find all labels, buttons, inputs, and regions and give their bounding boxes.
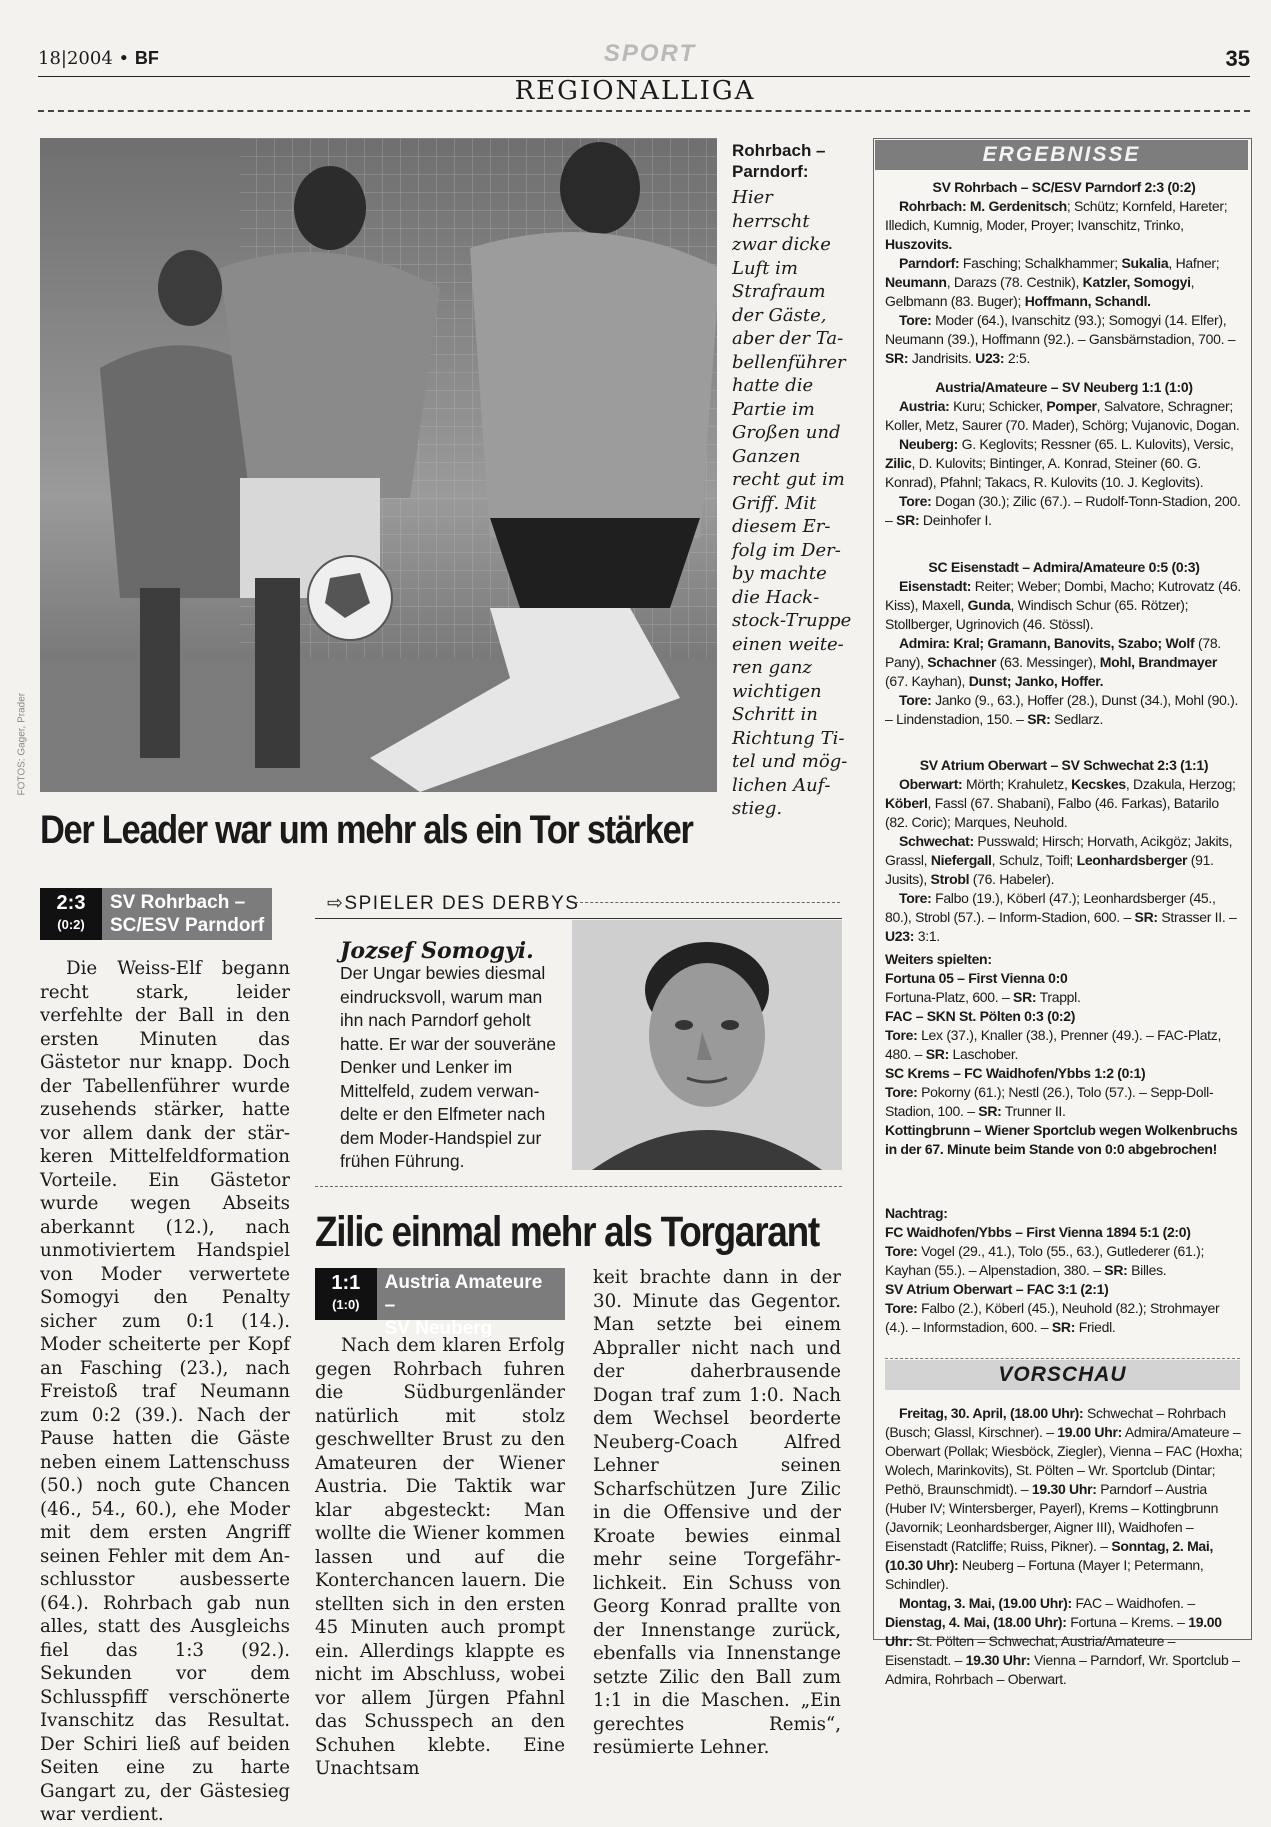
referee-label: SR: [885,350,909,366]
game-title: Austria/Amateure – SV Neuberg 1:1 (1:0) [935,379,1193,395]
lineup-text: , Dzakula, Herzog; [1125,776,1236,792]
goals-text: Janko (9., 63.), Hoffer (28.), Dunst (34.), Mohl (90.). – Lindenstadion, 150. – [885,692,1239,727]
lineup-bold: Pomper [1046,398,1097,414]
lineup-text: , D. Kulovits; Bintinger, A. Konrad, Steiner (60. G. Konrad), Pfahnl; Takacs, R. Kulovits (10. J. Keglovits). [885,455,1204,490]
preview-text: Vienna – Parndorf, Wr. Sportclub – Admira, Rohrbach – Oberwart. [885,1652,1240,1687]
lineup-bold: Dunst; Janko, Hoffer. [968,673,1104,689]
score-badge [40,888,102,940]
lineup-text: , Gelbmann (83. Buger); [885,274,1195,309]
lineup-bold: Schachner [927,654,997,670]
team-label: Parndorf: [899,255,960,271]
lineup-bold: Kral; Gramann, Banovits, Szabo; Wolf [953,635,1195,651]
lineup-text: (63. Messinger), [999,654,1097,670]
lineup-away [885,435,1243,492]
player-name: Jozsef Somogyi. [340,938,534,964]
preview-text: Admira/Amateure – Oberwart (Pollak; Wiesböck, Ziegler), Vienna – FAC (Hoxha; Wolech, Marinkovits), St. Pölten – Wr. Sportclub (Dintar; Pethö, Braunschmidt). – [885,1424,1243,1497]
article-headline-1: Der Leader war um mehr als ein Tor stärker [40,808,693,852]
referee-name: Trunner II. [1004,1103,1066,1119]
match-teams [377,1268,565,1339]
team-line-1: Austria Amateure – [384,1272,543,1316]
referee-label: SR: [1027,711,1051,727]
lineup-bold: Zilic [885,455,912,471]
player-of-derby-header [315,888,842,919]
goals [885,492,1243,530]
other-results [885,950,1243,1159]
preview-text: St. Pölten – Schwechat, Austria/Amateure – Eisenstadt. – [885,1633,1176,1668]
u23-label: U23: [975,350,1005,366]
match-photo [40,138,717,792]
preview-rule [885,1358,1240,1359]
lineup-bold: Leonhardsberger [1076,852,1188,868]
goals-label: Tore: [885,1300,918,1316]
referee-name: Strasser II. – [1161,909,1237,925]
lineup-text: , Schulz, Toifl; [991,852,1073,868]
lineup-bold: Mohl, Brandmayer [1099,654,1218,670]
lineup-away [885,254,1243,311]
caption-title: Rohrbach – Parndorf: [732,141,826,181]
referee-name: Laschober. [952,1046,1019,1062]
lineup-away [885,634,1243,691]
referee-name: Deinhofer I. [922,512,992,528]
goals [885,889,1243,946]
team-label: Oberwart: [899,776,963,792]
u23-result: 3:1. [917,928,940,944]
section-title: REGIONALLIGA [514,76,756,106]
referee-label: SR: [1104,1262,1128,1278]
team-line-1: SV Rohrbach – [110,892,246,913]
lineup-text: , Fassl (67. Shabani), Falbo (46. Farkas), Batarilo (82. Coric); Marques, Neuhold. [885,795,1219,830]
lineup-bold: Neumann [885,274,947,290]
referee-label: SR: [1051,1319,1076,1335]
game-title: SV Rohrbach – SC/ESV Parndorf 2:3 (0:2) [932,179,1196,195]
team-label: Schwechat: [899,833,974,849]
lineup-bold: Huszovits. [885,236,953,252]
lineup-bold: Köberl [885,795,928,811]
final-score: 2:3 [56,892,86,914]
abandoned-game-note: Kottingbrunn – Wiener Sportclub wegen Wolkenbruchs in der 67. Minute beim Stande von 0:0 abgebrochen! [885,1122,1238,1157]
results-title: ERGEBNISSE [982,143,1141,166]
team-label: Neuberg: [899,436,959,452]
goals-label: Tore: [885,1243,918,1259]
lineup-text: Reiter; Weber; Dombi, Macho; Kutrovatz (46. Kiss), Maxell, [885,578,1241,613]
lineup-text: , Salvatore, Schragner; Koller, Metz, Saurer (70. Mader), Schörg; Vujanovic, Dogan. [885,398,1240,433]
header-dashed-rule [38,110,1250,112]
player-of-derby-label [327,892,585,915]
score-badge [315,1268,377,1320]
game-info [885,1083,1243,1121]
lineup-text: ; Schütz; Kornfeld, Hareter; Illedich, Kumnig, Moder, Proyer; Ivanschitz, Trinko, [885,198,1228,233]
goals-text: Pokorny (61.); Nestl (26.), Tolo (57.). – Sepp-Doll-Stadion, 100. – [885,1084,1214,1119]
article-1-body: Die Weiss-Elf begann recht stark, leider verfehlte der Ball in den ersten Minuten das Gästetor nur knapp. Doch der Tabellenführer wurde zusehends stärker, hatte vor allem dank der stärkeren Mittelfeldformation Vorteile. Ein Gästetor wurde wegen Abseits aberkannt (12.), nach unmotiviertem Handspiel von Moder verwertete Somogyi den Penalty sicher zum 0:1 (14.). Moder scheiterte per Kopf an Fasching (23.), nach Freistoß traf Neumann zum 0:2 (39.). Nach der Pause hatten die Gäste neben einem Lattenschuss (50.) noch gute Chancen (46., 54., 60.), ehe Moder mit dem ersten Angriff seinen Fehler mit dem Anschlusstor ausbesserte (64.). Rohrbach gab nun alles, statt des Ausgleichs fiel das 1:3 (92.). Sekunden vor dem Schlusspfiff verschönerte Ivanschitz das Resultat. Der Schiri ließ auf beiden Seiten eine zu harte Gangart zu, der Gästesieg war verdient. [40,958,290,1825]
preview-time: 19.30 Uhr: [1031,1481,1097,1497]
goals [885,311,1243,368]
lineup-home [885,397,1243,435]
goals [885,691,1243,729]
venue: Fortuna-Platz, 600. – [885,989,1010,1005]
referee-label: SR: [896,512,920,528]
preview-text: FAC – Waidhofen. – [1075,1595,1195,1611]
halftime-score: (1:0) [332,1297,360,1312]
preview-text: Fortuna – Krems. – [1070,1614,1185,1630]
other-results-label: Weiters spielten: [885,951,992,967]
team-label: Rohrbach: [899,198,967,214]
team-line-2: SC/ESV Parndorf [110,915,265,936]
article-2-body-col-1: Nach dem klaren Erfolg gegen Rohrbach fuhren die Südburgenländer natürlich mit stolz geschwellter Brust zu den Amateuren der Wiener Austria. Die Taktik war klar abgesteckt: Man wollte die Wiener kommen lassen und auf die Konterchancen lauern. Die stellten sich in den ersten 45 Minuten auch prompt ein. Allerdings klappte es nicht im Abschluss, wobei vor allem Jürgen Pfahnl das Schusspech an den Schuhen klebte. Eine Unachtsam [315,1335,565,1779]
lineup-bold: Sukalia [1121,255,1169,271]
lineup-bold: Niefergall [930,852,992,868]
result-game-1 [885,178,1243,368]
preview-day: Montag, 3. Mai, (19.00 Uhr): [899,1595,1072,1611]
lineup-bold: Kecskes [1071,776,1126,792]
goals-text: Falbo (19.), Köberl (47.); Leonhardsberger (45., 80.), Strobl (57.). – Inform-Stadion, 600. – [885,890,1216,925]
lineup-text: , Hafner; [1168,255,1220,271]
lineup-text: (67. Kayhan), [885,673,966,689]
score-box-1 [40,888,290,940]
goals-label: Tore: [899,692,932,708]
lineup-text: , Windisch Schur (65. Rötzer); Stollberger, Ugrinovich (46. Stössl). [885,597,1189,632]
referee-label: SR: [978,1103,1002,1119]
referee-name: Trappl. [1039,989,1081,1005]
preview-paragraph-1 [885,1404,1243,1594]
match-teams [102,888,272,940]
article-2-body-col-2: keit brachte dann in der 30. Minute das Gegentor. Man setzte bei einem Abpraller nicht nach und der daherbrausende Dogan traf zum 1:0. Nach dem Wechsel beorderte Neuberg-Coach Alfred Lehner seinen Scharfschützen Jure Zilic in die Offensive und der Kroate bewies einmal mehr seine Torgefährlichkeit. Ein Schuss von Georg Konrad prallte von der Innenstange zurück, ebenfalls via Innenstange setzte Zilic den Ball zum 1:1 in die Maschen. „Ein gerechtes Remis“, resümierte Lehner. [593,1267,841,1758]
preview-day: Sonntag, 2. Mai, (10.30 Uhr): [885,1538,1214,1573]
lineup-home [885,577,1243,634]
game-info [885,1242,1243,1280]
result-game-3 [885,558,1243,729]
preview-text: Parndorf – Austria (Huber IV; Wintersberger, Payerl), Krems – Kottingbrunn (Javornik; Leonhardsberger, Aigner III), Waidhofen – Eisenstadt (Ratcliffe; Ruiss, Pikner). – [885,1481,1219,1554]
lineup-text: Mörth; Krahuletz, [966,776,1068,792]
u23-label: U23: [885,928,915,944]
preview-time: 19.00 Uhr: [1057,1424,1122,1440]
result-game-4 [885,756,1243,946]
game-title: SV Atrium Oberwart – FAC 3:1 (2:1) [885,1281,1109,1297]
lineup-text: (78. Pany), [885,635,1221,670]
lineup-away [885,832,1243,889]
goals-text: Lex (37.), Knaller (38.), Prenner (49.). – FAC-Platz, 480. – [885,1027,1222,1062]
arrow-icon: ⇨ [327,893,345,914]
goals-label: Tore: [899,890,932,906]
referee-name: Sedlarz. [1054,711,1104,727]
dashed-rule-bottom [315,1186,842,1187]
article-headline-2: Zilic einmal mehr als Torgarant [315,1208,819,1256]
lineup-text: (91. Jusits), [885,852,1214,887]
lineup-bold: M. Gerdenitsch [969,198,1067,214]
goals-label: Tore: [885,1084,918,1100]
goals-label: Tore: [899,312,932,328]
preview-text: Schwechat – Rohrbach (Busch; Glassl, Kirschner). – [885,1405,1226,1440]
page-number: 35 [1225,46,1250,71]
lineup-text: G. Keglovits; Ressner (65. L. Kulovits), Versic, [961,436,1234,452]
preview-day: Dienstag, 4. Mai, (18.00 Uhr): [885,1614,1067,1630]
photo-credit-text: FOTOS: Gager, Prader [16,692,28,796]
preview-paragraph-2 [885,1594,1243,1689]
lineup-home [885,197,1243,254]
lineup-text: Pusswald; Hirsch; Horvath, Acikgöz; Jakits, Grassl, [885,833,1233,868]
brand: BF [134,48,159,68]
referee-label: SR: [1013,989,1037,1005]
photo-credit [12,692,32,800]
halftime-score: (0:2) [57,917,85,932]
postponed-label: Nachtrag: [885,1205,948,1221]
preview-time: 19.00 Uhr: [885,1614,1222,1649]
preview-title: VORSCHAU [885,1360,1240,1390]
final-score: 1:1 [331,1272,361,1294]
u23-result: 2:5. [1007,350,1031,366]
team-label: Austria: [899,398,950,414]
goals-label: Tore: [885,1027,918,1043]
game-title: SC Krems – FC Waidhofen/Ybbs 1:2 (0:1) [885,1065,1146,1081]
lineup-text: , Darazs (78. Cestnik), [946,274,1080,290]
goals-text: Dogan (30.); Zilic (67.). – Rudolf-Tonn-Stadion, 200. – [885,493,1241,528]
dashed-rule [575,902,840,903]
game-title: FC Waidhofen/Ybbs – First Vienna 1894 5:1 (2:0) [885,1224,1191,1240]
caption-text: Hier herrscht zwar dicke Luft im Strafraum der Gäste, aber der Tabellenführer hatte die Partie im Großen und Ganzen recht gut im Griff. Mit diesem Erfolg im Derby machte die Hackstock-Truppe einen weiteren ganz wichtigen Schritt in Richtung Titel und möglichen Aufstieg. [732,187,852,819]
referee-label: SR: [925,1046,949,1062]
goals-text: Moder (64.), Ivanschitz (93.); Somogyi (14. Elfer), Neumann (39.), Hoffmann (92.). – Gansbärnstadion, 700. – [885,312,1236,347]
result-game-2 [885,378,1243,530]
lineup-text: (76. Habeler). [972,871,1055,887]
game-title: Fortuna 05 – First Vienna 0:0 [885,970,1068,986]
preview-text: Neuberg – Fortuna (Mayer I; Petermann, Schindler). [885,1557,1204,1592]
preview-time: 19.30 Uhr: [965,1652,1031,1668]
referee-name: Jandrisits. [911,350,972,366]
game-info [885,1026,1243,1064]
preview-schedule [885,1404,1243,1689]
lineup-bold: Gunda [967,597,1011,613]
issue-info [38,48,159,69]
match-photo-illustration [40,138,717,792]
player-portrait [572,920,842,1170]
goals-label: Tore: [899,493,932,509]
bullet: • [118,48,130,69]
lineup-text: Fasching; Schalkhammer; [962,255,1118,271]
goals-text: Vogel (29., 41.), Tolo (55., 63.), Gutlederer (61.); Kayhan (55.). – Alpenstadion, 380. – [885,1243,1205,1278]
team-line-2: SV Neuberg [384,1318,493,1339]
preview-day: Freitag, 30. April, (18.00 Uhr): [899,1405,1084,1421]
game-title: SV Atrium Oberwart – SV Schwechat 2:3 (1:1) [919,757,1209,773]
goals-text: Falbo (2.), Köberl (45.), Neuhold (82.); Strohmayer (4.). – Informstadion, 600. – [885,1300,1220,1335]
lineup-bold: Katzler, Somogyi [1082,274,1191,290]
lineup-bold: Hoffmann, Schandl. [1024,293,1151,309]
lineup-home [885,775,1243,832]
lineup-bold: Strobl [930,871,970,887]
team-label: Admira: [899,635,950,651]
referee-label: SR: [1134,909,1158,925]
game-title: FAC – SKN St. Pölten 0:3 (0:2) [885,1008,1076,1024]
game-info [885,988,1243,1007]
referee-name: Billes. [1131,1262,1167,1278]
team-label: Eisenstadt: [899,578,972,594]
portrait-illustration [572,920,842,1170]
player-of-derby-label-text: SPIELER DES DERBYS [344,893,580,914]
issue-number: 18|2004 [38,48,113,69]
section-top: SPORT [603,40,697,67]
player-description: Der Ungar bewies diesmal eindrucksvoll, warum man ihn nach Parndorf geholt hatte. Er war der souveräne Denker und Lenker im Mittelfeld, zudem verwandelte er den Elfmeter nach dem Moder-Handspiel zur frühen Führung. [340,963,556,1171]
lineup-text: Kuru; Schicker, [953,398,1043,414]
postponed-results [885,1204,1243,1337]
game-info [885,1299,1243,1337]
game-title: SC Eisenstadt – Admira/Amateure 0:5 (0:3) [928,559,1200,575]
score-box-2 [315,1268,565,1339]
referee-name: Friedl. [1078,1319,1116,1335]
